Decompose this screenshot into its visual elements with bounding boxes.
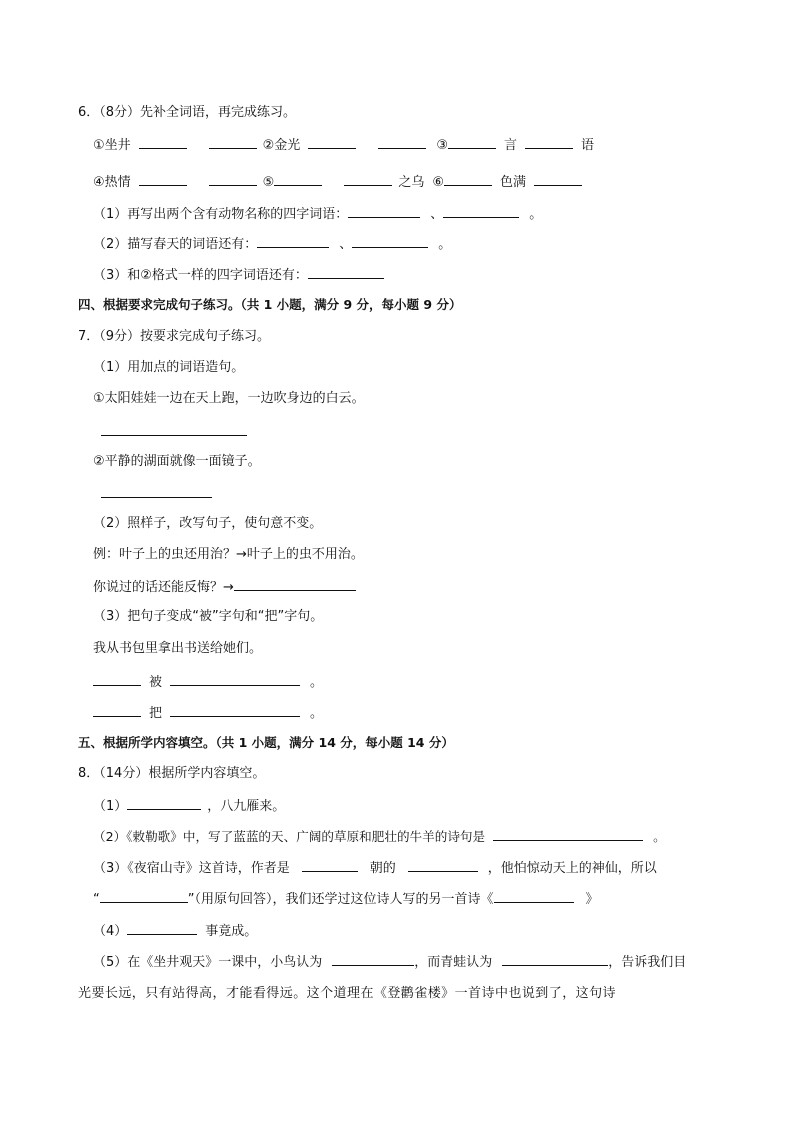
q8-sub3-line2 bbox=[93, 889, 599, 909]
q6-row2-b: ⑤ bbox=[262, 175, 275, 190]
q7-sub1-sentence-b: ②平静的湖面就像一面镜子。 bbox=[93, 454, 261, 469]
q6-sub1-sep: 、 bbox=[430, 207, 444, 222]
blank-field[interactable] bbox=[170, 703, 300, 717]
q8-sub5-text: （5）在《坐井观天》一课中，小鸟认为 bbox=[93, 955, 323, 970]
q7-sub2: （2）照样子，改写句子，使句意不变。 bbox=[93, 516, 323, 531]
blank-field[interactable] bbox=[444, 172, 492, 186]
q8-sub2-text: （2）《敕勒歌》中，写了蓝蓝的天、广阔的草原和肥壮的牛羊的诗句是 bbox=[93, 829, 486, 844]
q8-sub4-num: （4） bbox=[93, 924, 128, 939]
q6-sub2-sep: 、 bbox=[339, 237, 353, 252]
q6-row2-c: 之乌 bbox=[398, 175, 425, 190]
q8-sub4 bbox=[93, 921, 257, 941]
blank-field[interactable] bbox=[525, 135, 573, 149]
q7-ba-row bbox=[93, 703, 323, 723]
blank-field[interactable] bbox=[127, 796, 201, 810]
q7-sub3: （3）把句子变成“被”字句和“把”字句。 bbox=[93, 609, 324, 624]
q8-sub5-mid: ，而青蛙认为 bbox=[414, 955, 493, 970]
q6-sub3-text: （3）和②格式一样的四字词语还有： bbox=[93, 268, 308, 283]
blank-field[interactable] bbox=[344, 172, 392, 186]
q8-sub1-num: （1） bbox=[93, 799, 128, 814]
section-4-heading: 四、根据要求完成句子练习。（共 1 小题，满分 9 分，每小题 9 分） bbox=[78, 297, 462, 312]
q7-sub2-question bbox=[93, 577, 356, 597]
blank-field[interactable] bbox=[209, 172, 257, 186]
q8-sub1-text: ，八九雁来。 bbox=[207, 799, 286, 814]
blank-field[interactable] bbox=[502, 952, 608, 966]
q6-row1-b: ②金光 bbox=[262, 138, 301, 153]
q6-row1-c: ③ bbox=[436, 138, 448, 153]
q6-row1 bbox=[93, 135, 594, 155]
blank-field[interactable] bbox=[93, 672, 141, 686]
q7-bei-row bbox=[93, 672, 323, 692]
q8-sub5-line1 bbox=[93, 952, 686, 972]
blank-field[interactable] bbox=[332, 952, 414, 966]
q6-row1-d: 言 bbox=[503, 138, 517, 153]
q8-quote-open: “ bbox=[93, 892, 100, 907]
q8-sub3-line1 bbox=[93, 858, 657, 878]
q7-sub1: （1）用加点的词语造句。 bbox=[93, 360, 245, 375]
q8-sub2-end: 。 bbox=[653, 829, 666, 844]
q6-row1-e: 语 bbox=[580, 138, 594, 153]
q7-example: 例：叶子上的虫还用治？→叶子上的虫不用治。 bbox=[93, 547, 364, 562]
q8-sub3-line2-text: ”（用原句回答），我们还学过这位诗人写的另一首诗《 bbox=[187, 892, 494, 907]
blank-field[interactable] bbox=[234, 577, 356, 591]
ba-end: 。 bbox=[310, 706, 324, 721]
q8-sub1 bbox=[93, 796, 285, 816]
q7-title: 7．（9分）按要求完成句子练习。 bbox=[78, 329, 271, 344]
q8-title: 8．（14分）根据所学内容填空。 bbox=[78, 766, 266, 781]
section-5-heading: 五、根据所学内容填空。（共 1 小题，满分 14 分，每小题 14 分） bbox=[78, 735, 454, 750]
blank-field[interactable] bbox=[100, 889, 188, 903]
blank-field[interactable] bbox=[257, 234, 329, 248]
q6-sub1 bbox=[93, 204, 542, 224]
blank-field[interactable] bbox=[139, 135, 187, 149]
q8-sub5-post: ，告诉我们目 bbox=[608, 955, 687, 970]
bei-end: 。 bbox=[310, 675, 324, 690]
q6-row2-e: 色满 bbox=[499, 175, 526, 190]
blank-field[interactable] bbox=[308, 265, 384, 279]
blank-field[interactable] bbox=[274, 172, 322, 186]
q6-sub2 bbox=[93, 234, 451, 254]
q8-sub3-mid: 朝的 bbox=[369, 861, 396, 876]
q8-quote-close: 》 bbox=[585, 892, 599, 907]
blank-field[interactable] bbox=[443, 204, 519, 218]
q6-row2-d: ⑥ bbox=[432, 175, 444, 190]
q6-sub1-text: （1）再写出两个含有动物名称的四字词语： bbox=[93, 207, 349, 222]
blank-field[interactable] bbox=[408, 858, 478, 872]
q8-sub5-line2: 光要长远，只有站得高，才能看得远。这个道理在《登鹳雀楼》一首诗中也说到了，这句诗 bbox=[78, 986, 617, 1001]
blank-field[interactable] bbox=[302, 858, 358, 872]
blank-field[interactable] bbox=[534, 172, 582, 186]
bei-label: 被 bbox=[149, 675, 163, 690]
q6-sub1-end: 。 bbox=[529, 207, 543, 222]
answer-line[interactable] bbox=[101, 497, 212, 498]
blank-field[interactable] bbox=[139, 172, 187, 186]
q6-row2 bbox=[93, 172, 582, 192]
q6-sub3 bbox=[93, 265, 384, 285]
q8-sub3-post: ，他怕惊动天上的神仙，所以 bbox=[487, 861, 657, 876]
q7-sub3-question: 我从书包里拿出书送给她们。 bbox=[93, 641, 263, 656]
q6-row2-a: ④热情 bbox=[93, 175, 131, 190]
q7-sub2-question-text: 你说过的话还能反悔？→ bbox=[93, 580, 234, 595]
blank-field[interactable] bbox=[378, 135, 426, 149]
q6-sub2-text: （2）描写春天的词语还有： bbox=[93, 237, 258, 252]
answer-line[interactable] bbox=[101, 435, 247, 436]
blank-field[interactable] bbox=[494, 889, 574, 903]
q8-sub2 bbox=[93, 827, 666, 846]
blank-field[interactable] bbox=[170, 672, 300, 686]
blank-field[interactable] bbox=[93, 703, 141, 717]
blank-field[interactable] bbox=[493, 827, 643, 841]
blank-field[interactable] bbox=[352, 234, 428, 248]
q7-sub1-sentence-a: ①太阳娃娃一边在天上跑，一边吹身边的白云。 bbox=[93, 391, 365, 406]
q8-sub4-text: 事竟成。 bbox=[205, 924, 258, 939]
blank-field[interactable] bbox=[127, 921, 197, 935]
blank-field[interactable] bbox=[348, 204, 420, 218]
ba-label: 把 bbox=[149, 706, 163, 721]
q6-title: 6．（8分）先补全词语，再完成练习。 bbox=[78, 105, 297, 120]
q6-row1-a: ①坐井 bbox=[93, 138, 131, 153]
q8-sub3-text: （3）《夜宿山寺》这首诗，作者是 bbox=[93, 861, 290, 876]
q6-sub2-end: 。 bbox=[438, 237, 452, 252]
blank-field[interactable] bbox=[308, 135, 356, 149]
blank-field[interactable] bbox=[448, 135, 496, 149]
blank-field[interactable] bbox=[209, 135, 257, 149]
